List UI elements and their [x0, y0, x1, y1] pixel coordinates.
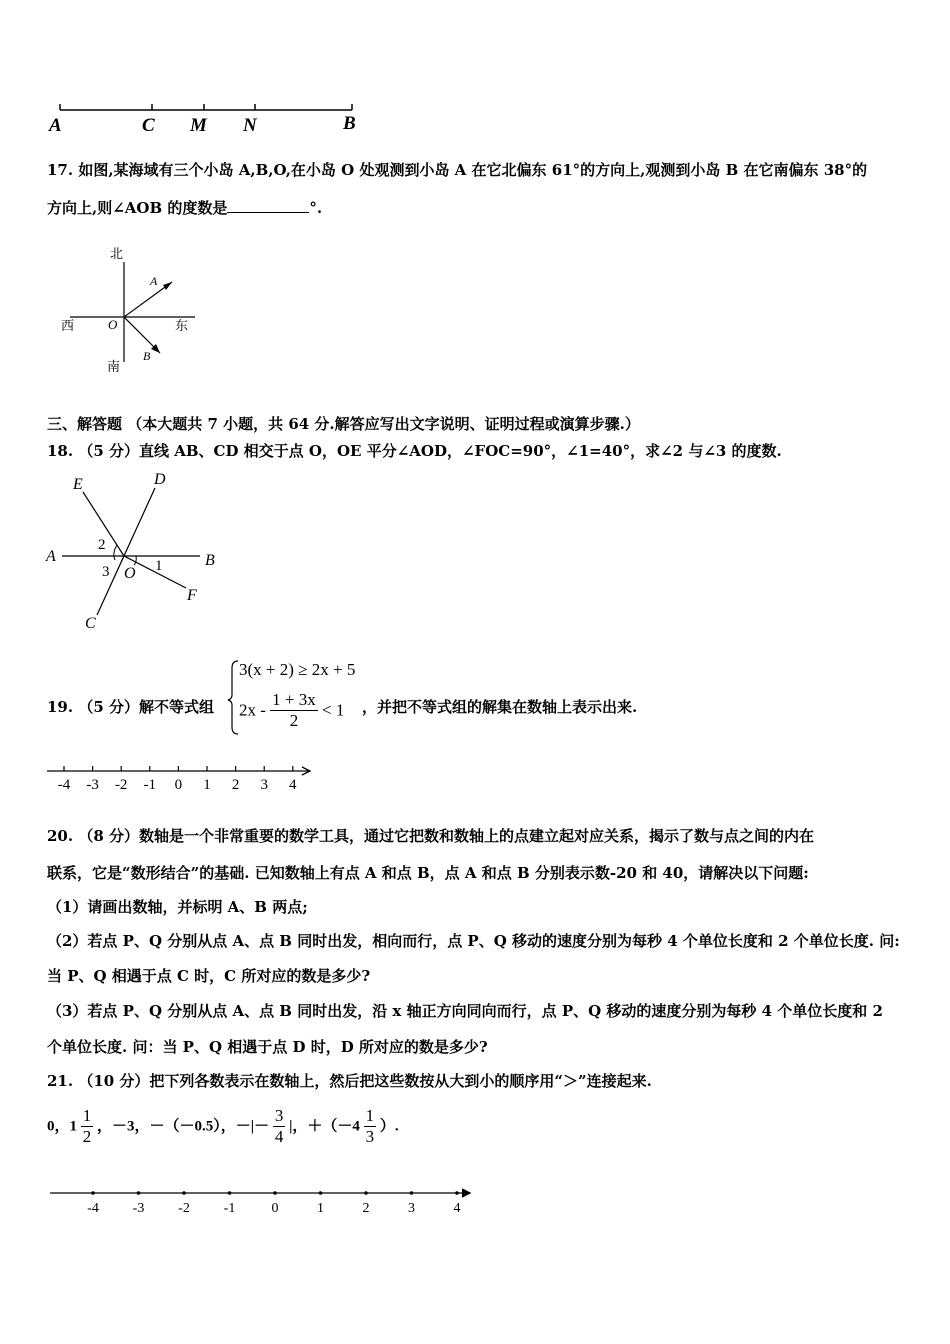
- q21-fraction-3-num: 1: [365, 1106, 375, 1125]
- q17-east-label: 东: [175, 318, 189, 333]
- q17-south-label: 南: [107, 359, 121, 374]
- q18-label-o: O: [124, 565, 136, 582]
- q17-line2-prefix: 方向上,则∠AOB 的度数是: [47, 199, 228, 217]
- q19-ineq2-left: 2x -: [239, 700, 266, 720]
- q20-line6: （3）若点 P、Q 分别从点 A、点 B 同时出发，沿 x 轴正方向同向而行，点 P、Q 移动的速度分别为每秒 4 个单位长度和 2: [47, 1002, 883, 1020]
- q21-tick-label: -1: [223, 1201, 236, 1216]
- q20-line4: （2）若点 P、Q 分别从点 A、点 B 同时出发，相向而行，点 P、Q 移动的速度分别为每秒 4 个单位长度和 2 个单位长度. 问:: [47, 932, 900, 950]
- q19-ineq2-right: < 1: [322, 700, 345, 720]
- q17-origin-label: O: [108, 317, 118, 332]
- q17-north-label: 北: [110, 246, 124, 261]
- q21-line1: 21. （10 分）把下列各数表示在数轴上，然后把这些数按从大到小的顺序用“＞”连接起来.: [47, 1072, 652, 1090]
- q18-text: 18. （5 分）直线 AB、CD 相交于点 O，OE 平分∠AOD，∠FOC=90°，∠1=40°，求∠2 与∠3 的度数.: [47, 442, 782, 460]
- q18-label-b: B: [205, 552, 215, 569]
- q21-tick-label: 0: [271, 1201, 279, 1216]
- q21-tick-label: -2: [178, 1201, 190, 1216]
- q20-line3: （1）请画出数轴，并标明 A、B 两点;: [47, 898, 308, 916]
- segment-label-n: N: [243, 115, 257, 136]
- segment-label-m: M: [190, 115, 207, 136]
- q18-label-f: F: [187, 587, 197, 604]
- q21-axis-arrow: [462, 1189, 470, 1197]
- q21-tick: [455, 1191, 459, 1195]
- segment-label-a: A: [49, 115, 62, 136]
- q19-tick-label: 0: [174, 777, 183, 793]
- q19-tick-label: -4: [57, 777, 71, 793]
- q19-tick-label: 1: [203, 777, 211, 793]
- q19-prefix: 19. （5 分）解不等式组: [47, 698, 214, 716]
- q19-ineq2-numerator: 1 + 3x: [272, 690, 316, 709]
- q21-tick: [91, 1191, 95, 1195]
- q19-inequality-1: 3(x + 2) ≥ 2x + 5: [239, 660, 356, 679]
- q20-line7: 个单位长度. 问：当 P、Q 相遇于点 D 时，D 所对应的数是多少?: [47, 1038, 488, 1056]
- q21-tick-label: 2: [362, 1201, 370, 1216]
- q21-tick-label: -3: [132, 1201, 145, 1216]
- q17-line1: 17. 如图,某海域有三个小岛 A,B,O,在小岛 O 处观测到小岛 A 在它北偏东 61°的方向上,观测到小岛 B 在它南偏东 38°的: [47, 161, 868, 179]
- q19-tick-label: -1: [143, 777, 157, 793]
- q21-num-part-b: ，－3，－（－0.5），－|－: [97, 1118, 270, 1135]
- q21-num-part-c: |，＋（－4: [289, 1118, 360, 1135]
- q21-num-part-d: ）.: [379, 1118, 399, 1135]
- q21-fraction-2-den: 4: [274, 1127, 284, 1146]
- q19-tick-label: -2: [114, 777, 128, 793]
- q21-tick: [319, 1191, 323, 1195]
- q21-tick-label: 4: [453, 1201, 461, 1216]
- q18-angle-2: 2: [98, 537, 106, 553]
- q19-tick-label: 4: [289, 777, 297, 793]
- q19-tick-label: 2: [231, 777, 240, 793]
- q17-line2-suffix: °.: [309, 199, 323, 217]
- q21-tick-label: 3: [408, 1201, 415, 1216]
- q21-num-part-a: 0，1: [47, 1118, 78, 1135]
- q18-label-e: E: [73, 476, 83, 493]
- q17-point-a-label: A: [150, 274, 158, 288]
- section3-heading: 三、解答题 （本大题共 7 小题，共 64 分.解答应写出文字说明、证明过程或演算步骤.）: [47, 415, 640, 433]
- q20-line5: 当 P、Q 相遇于点 C 时，C 所对应的数是多少?: [47, 967, 371, 985]
- q21-tick-label: -4: [87, 1201, 99, 1216]
- segment-label-c: C: [142, 115, 155, 136]
- q21-fraction-3-den: 3: [365, 1127, 375, 1146]
- q21-tick: [410, 1191, 414, 1195]
- q21-tick: [182, 1191, 186, 1195]
- q21-tick: [228, 1191, 232, 1195]
- q18-angle-3: 3: [102, 564, 110, 580]
- q19-tick-label: 3: [260, 777, 268, 793]
- q19-ineq2-denominator: 2: [289, 711, 299, 730]
- q21-tick: [364, 1191, 368, 1195]
- q18-label-d: D: [154, 471, 166, 488]
- q18-label-c: C: [85, 615, 96, 632]
- q21-fraction-1-den: 2: [82, 1127, 92, 1146]
- q21-tick: [273, 1191, 277, 1195]
- q18-label-a: A: [46, 548, 56, 565]
- q20-line2: 联系，它是“数形结合”的基础. 已知数轴上有点 A 和点 B，点 A 和点 B 分别表示数-20 和 40，请解决以下问题:: [47, 864, 809, 882]
- q18-angle-1: 1: [155, 558, 163, 574]
- q17-point-b-label: B: [143, 349, 151, 363]
- q21-fraction-2-num: 3: [274, 1106, 284, 1125]
- q21-tick-label: 1: [317, 1201, 324, 1216]
- q20-line1: 20. （8 分）数轴是一个非常重要的数学工具，通过它把数和数轴上的点建立起对应关系，揭示了数与点之间的内在: [47, 827, 814, 845]
- segment-label-b: B: [343, 113, 356, 134]
- q19-tick-label: -3: [86, 777, 99, 793]
- q17-west-label: 西: [61, 318, 75, 333]
- q21-tick: [137, 1191, 141, 1195]
- q21-fraction-1-num: 1: [82, 1106, 92, 1125]
- q19-suffix: ，并把不等式组的解集在数轴上表示出来.: [362, 698, 638, 716]
